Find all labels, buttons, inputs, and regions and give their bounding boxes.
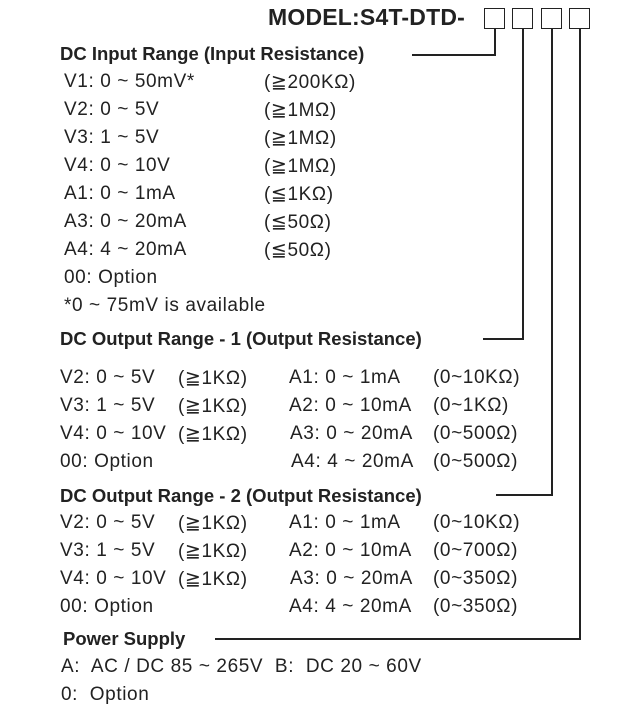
- output1-current-resistance: (0~10KΩ): [433, 367, 521, 388]
- output2-voltage-resistance: (≧1KΩ): [178, 513, 248, 534]
- output1-voltage-resistance: (≧1KΩ): [178, 424, 248, 445]
- input-row-resistance: (≦50Ω): [264, 212, 332, 233]
- output2-current-resistance: (0~350Ω): [433, 568, 519, 589]
- input-row-resistance: (≧200KΩ): [264, 72, 356, 93]
- connector-output2-vertical: [551, 29, 553, 495]
- connector-output1-vertical: [522, 29, 524, 339]
- power-options-line: A: AC / DC 85 ~ 265V B: DC 20 ~ 60V: [61, 656, 422, 677]
- code-box-output1: [512, 8, 533, 29]
- output2-current-resistance: (0~10KΩ): [433, 512, 521, 533]
- output2-current-code: A1: 0 ~ 1mA: [289, 512, 401, 533]
- connector-output1-horizontal: [483, 338, 524, 340]
- code-box-output2: [541, 8, 562, 29]
- input-row-resistance: (≧1MΩ): [264, 128, 337, 149]
- output1-current-code: A3: 0 ~ 20mA: [290, 423, 413, 444]
- input-row-code: V2: 0 ~ 5V: [64, 99, 160, 120]
- connector-power-horizontal: [215, 638, 581, 640]
- output2-voltage-code: V4: 0 ~ 10V: [60, 568, 167, 589]
- output1-voltage-code: V4: 0 ~ 10V: [60, 423, 167, 444]
- input-row-code: A3: 0 ~ 20mA: [64, 211, 187, 232]
- output2-current-resistance: (0~350Ω): [433, 596, 519, 617]
- output2-voltage-resistance: (≧1KΩ): [178, 569, 248, 590]
- output2-current-code: A2: 0 ~ 10mA: [289, 540, 412, 561]
- output2-current-code: A3: 0 ~ 20mA: [290, 568, 413, 589]
- output2-current-code: A4: 4 ~ 20mA: [289, 596, 412, 617]
- connector-power-vertical: [579, 29, 581, 639]
- power-section-title: Power Supply: [63, 628, 186, 649]
- output1-voltage-code: V2: 0 ~ 5V: [60, 367, 156, 388]
- code-box-power: [569, 8, 590, 29]
- model-label: MODEL:S4T-DTD-: [268, 4, 466, 30]
- input-section-title: DC Input Range (Input Resistance): [60, 43, 365, 64]
- output2-section-title: DC Output Range - 2 (Output Resistance): [60, 485, 422, 506]
- input-row-code: A4: 4 ~ 20mA: [64, 239, 187, 260]
- input-note: *0 ~ 75mV is available: [64, 295, 266, 316]
- input-row-code: V3: 1 ~ 5V: [64, 127, 160, 148]
- output1-voltage-resistance: (≧1KΩ): [178, 396, 248, 417]
- power-option-line: 0: Option: [61, 684, 150, 705]
- output1-current-resistance: (0~500Ω): [433, 423, 519, 444]
- output1-section-title: DC Output Range - 1 (Output Resistance): [60, 328, 422, 349]
- connector-output2-horizontal: [496, 494, 553, 496]
- input-row-resistance: (≧1MΩ): [264, 156, 337, 177]
- connector-input-horizontal: [412, 54, 496, 56]
- code-box-input: [484, 8, 505, 29]
- input-row-resistance: (≦1KΩ): [264, 184, 334, 205]
- output1-current-resistance: (0~1KΩ): [433, 395, 509, 416]
- output2-current-resistance: (0~700Ω): [433, 540, 519, 561]
- output2-voltage-code: V2: 0 ~ 5V: [60, 512, 156, 533]
- input-option: 00: Option: [64, 267, 158, 288]
- input-row-resistance: (≧1MΩ): [264, 100, 337, 121]
- output1-current-code: A1: 0 ~ 1mA: [289, 367, 401, 388]
- output1-current-code: A4: 4 ~ 20mA: [291, 451, 414, 472]
- output1-voltage-resistance: (≧1KΩ): [178, 368, 248, 389]
- output1-current-resistance: (0~500Ω): [433, 451, 519, 472]
- input-row-code: A1: 0 ~ 1mA: [64, 183, 176, 204]
- input-row-code: V1: 0 ~ 50mV*: [64, 71, 195, 92]
- input-row-code: V4: 0 ~ 10V: [64, 155, 171, 176]
- output2-option: 00: Option: [60, 596, 154, 617]
- output2-voltage-code: V3: 1 ~ 5V: [60, 540, 156, 561]
- output1-option: 00: Option: [60, 451, 154, 472]
- output2-voltage-resistance: (≧1KΩ): [178, 541, 248, 562]
- output1-current-code: A2: 0 ~ 10mA: [289, 395, 412, 416]
- input-row-resistance: (≦50Ω): [264, 240, 332, 261]
- connector-input-vertical: [494, 29, 496, 55]
- output1-voltage-code: V3: 1 ~ 5V: [60, 395, 156, 416]
